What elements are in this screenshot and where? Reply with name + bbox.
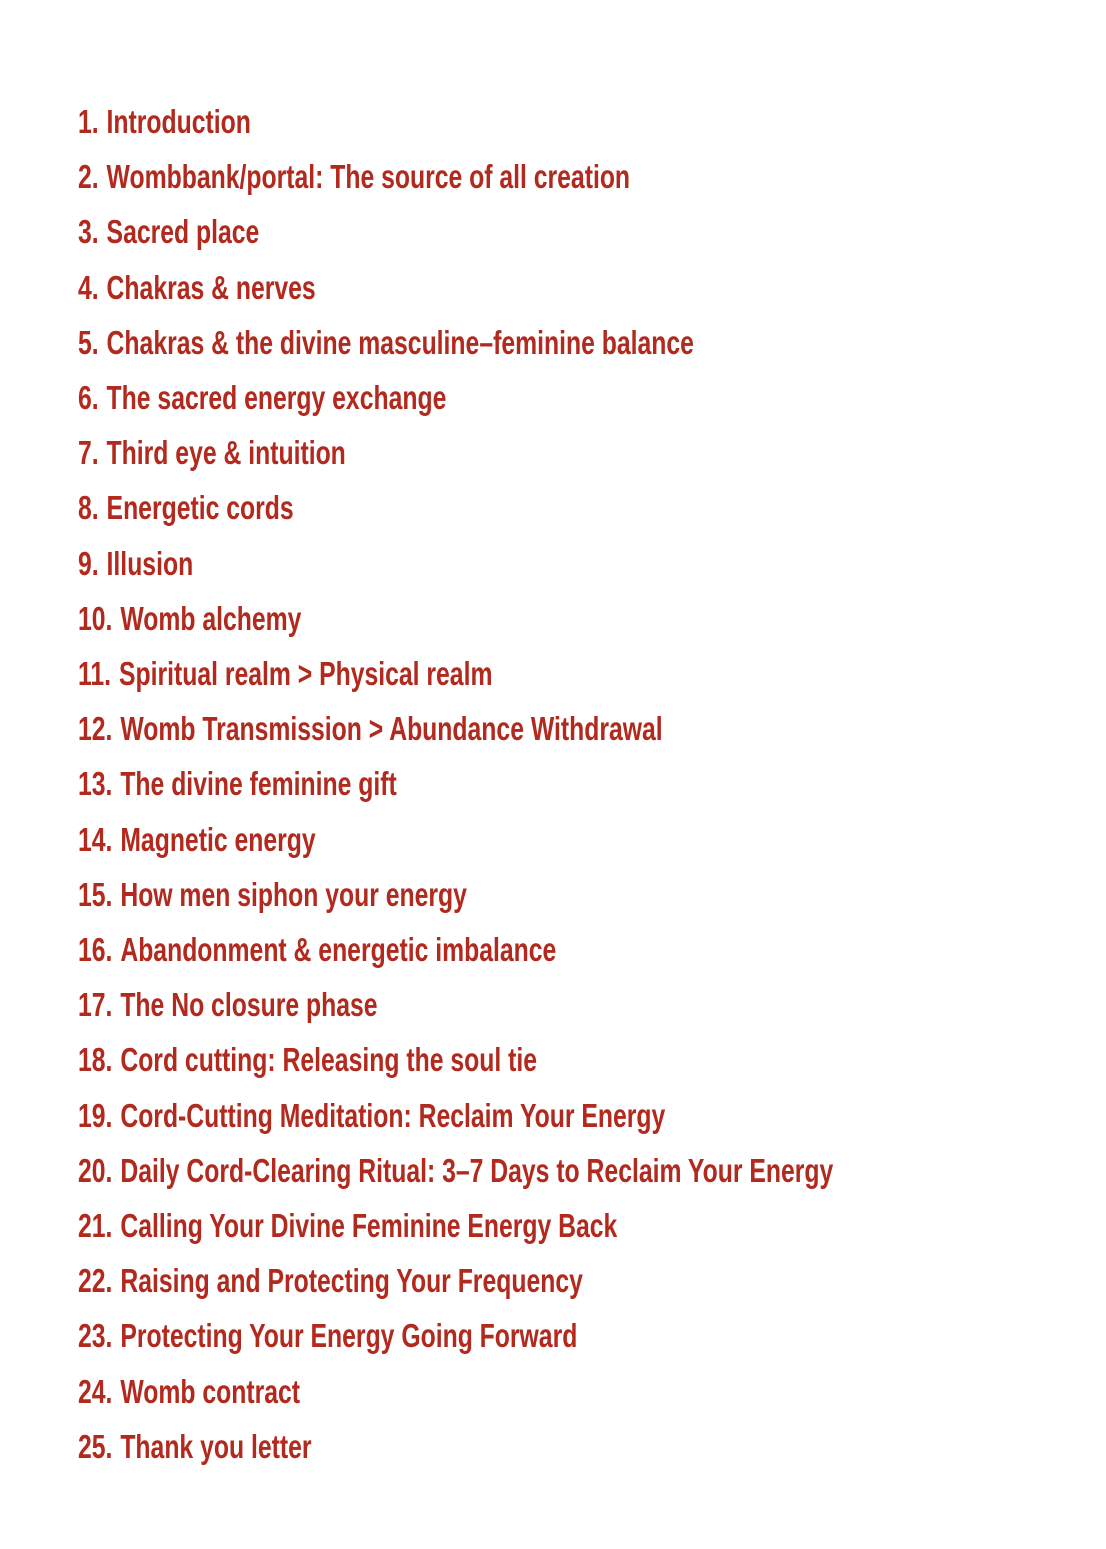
toc-item-number: 9.	[78, 544, 99, 582]
toc-item-title: How men siphon your energy	[120, 875, 467, 913]
toc-item-number: 20.	[78, 1151, 113, 1189]
toc-item-title: Spiritual realm > Physical realm	[118, 655, 493, 693]
toc-item-title: The divine feminine gift	[120, 765, 397, 803]
toc-item-number: 17.	[78, 986, 113, 1024]
toc-item	[78, 94, 1106, 149]
toc-item	[78, 922, 1106, 977]
toc-item-title: Third eye & intuition	[106, 434, 346, 472]
toc-item-number: 23.	[78, 1317, 113, 1355]
toc-item-number: 4.	[78, 268, 99, 306]
toc-item-number: 12.	[78, 710, 113, 748]
toc-item-number: 1.	[78, 103, 99, 140]
toc-item-title: The sacred energy exchange	[106, 379, 447, 417]
toc-item	[78, 1419, 1106, 1474]
toc-item	[78, 1198, 1106, 1253]
toc-item	[78, 1088, 1106, 1143]
toc-item-title: Wombbank/portal: The source of all creation	[106, 158, 631, 196]
toc-item-number: 19.	[78, 1096, 113, 1134]
toc-item-number: 2.	[78, 158, 99, 196]
toc-item-title: The No closure phase	[120, 986, 378, 1024]
toc-item-number: 22.	[78, 1262, 113, 1300]
toc-item	[78, 1032, 1106, 1087]
toc-item-number: 11.	[78, 655, 112, 693]
table-of-contents	[78, 94, 1106, 1474]
toc-item	[78, 591, 1106, 646]
toc-item-title: Introduction	[106, 103, 251, 140]
toc-item-number: 24.	[78, 1372, 113, 1410]
toc-item-number: 7.	[78, 434, 99, 472]
toc-item-number: 8.	[78, 489, 99, 527]
toc-item	[78, 425, 1106, 480]
toc-item-title: Calling Your Divine Feminine Energy Back	[120, 1207, 618, 1245]
toc-item-number: 6.	[78, 379, 99, 417]
toc-item	[78, 756, 1106, 811]
toc-item	[78, 977, 1106, 1032]
toc-item-number: 13.	[78, 765, 113, 803]
toc-item-title: Cord-Cutting Meditation: Reclaim Your Energy	[120, 1096, 666, 1134]
toc-item-number: 18.	[78, 1041, 113, 1079]
toc-item	[78, 1308, 1106, 1363]
toc-item-title: Womb Transmission > Abundance Withdrawal	[120, 710, 663, 748]
toc-item-title: Chakras & nerves	[106, 268, 316, 306]
toc-item	[78, 1253, 1106, 1308]
toc-item	[78, 812, 1106, 867]
toc-item	[78, 536, 1106, 591]
toc-item-title: Raising and Protecting Your Frequency	[120, 1262, 583, 1300]
toc-item-title: Chakras & the divine masculine–feminine balance	[106, 323, 694, 361]
toc-item-number: 25.	[78, 1427, 113, 1465]
toc-item-title: Energetic cords	[106, 489, 294, 527]
toc-item	[78, 260, 1106, 315]
toc-item	[78, 480, 1106, 535]
toc-item	[78, 1364, 1106, 1419]
toc-item	[78, 1143, 1106, 1198]
toc-item-title: Daily Cord-Clearing Ritual: 3–7 Days to Reclaim Your Energy	[120, 1151, 834, 1189]
toc-item-title: Cord cutting: Releasing the soul tie	[120, 1041, 537, 1079]
toc-item-title: Womb alchemy	[120, 599, 302, 637]
toc-item-title: Protecting Your Energy Going Forward	[120, 1317, 578, 1355]
toc-item-title: Sacred place	[106, 213, 260, 251]
toc-item-number: 21.	[78, 1207, 113, 1245]
toc-item-title: Magnetic energy	[120, 820, 316, 858]
toc-item-number: 14.	[78, 820, 113, 858]
toc-item	[78, 646, 1106, 701]
toc-item-title: Abandonment & energetic imbalance	[120, 931, 557, 969]
toc-item	[78, 370, 1106, 425]
toc-item-title: Illusion	[106, 544, 194, 582]
toc-item	[78, 315, 1106, 370]
toc-item-number: 3.	[78, 213, 99, 251]
toc-item-number: 16.	[78, 931, 113, 969]
toc-item-title: Womb contract	[120, 1372, 300, 1410]
toc-item-number: 15.	[78, 875, 113, 913]
toc-item-number: 5.	[78, 323, 99, 361]
toc-item-title: Thank you letter	[120, 1427, 312, 1465]
toc-item	[78, 867, 1106, 922]
toc-item	[78, 149, 1106, 204]
toc-item-number: 10.	[78, 599, 113, 637]
toc-item	[78, 204, 1106, 259]
toc-item	[78, 701, 1106, 756]
